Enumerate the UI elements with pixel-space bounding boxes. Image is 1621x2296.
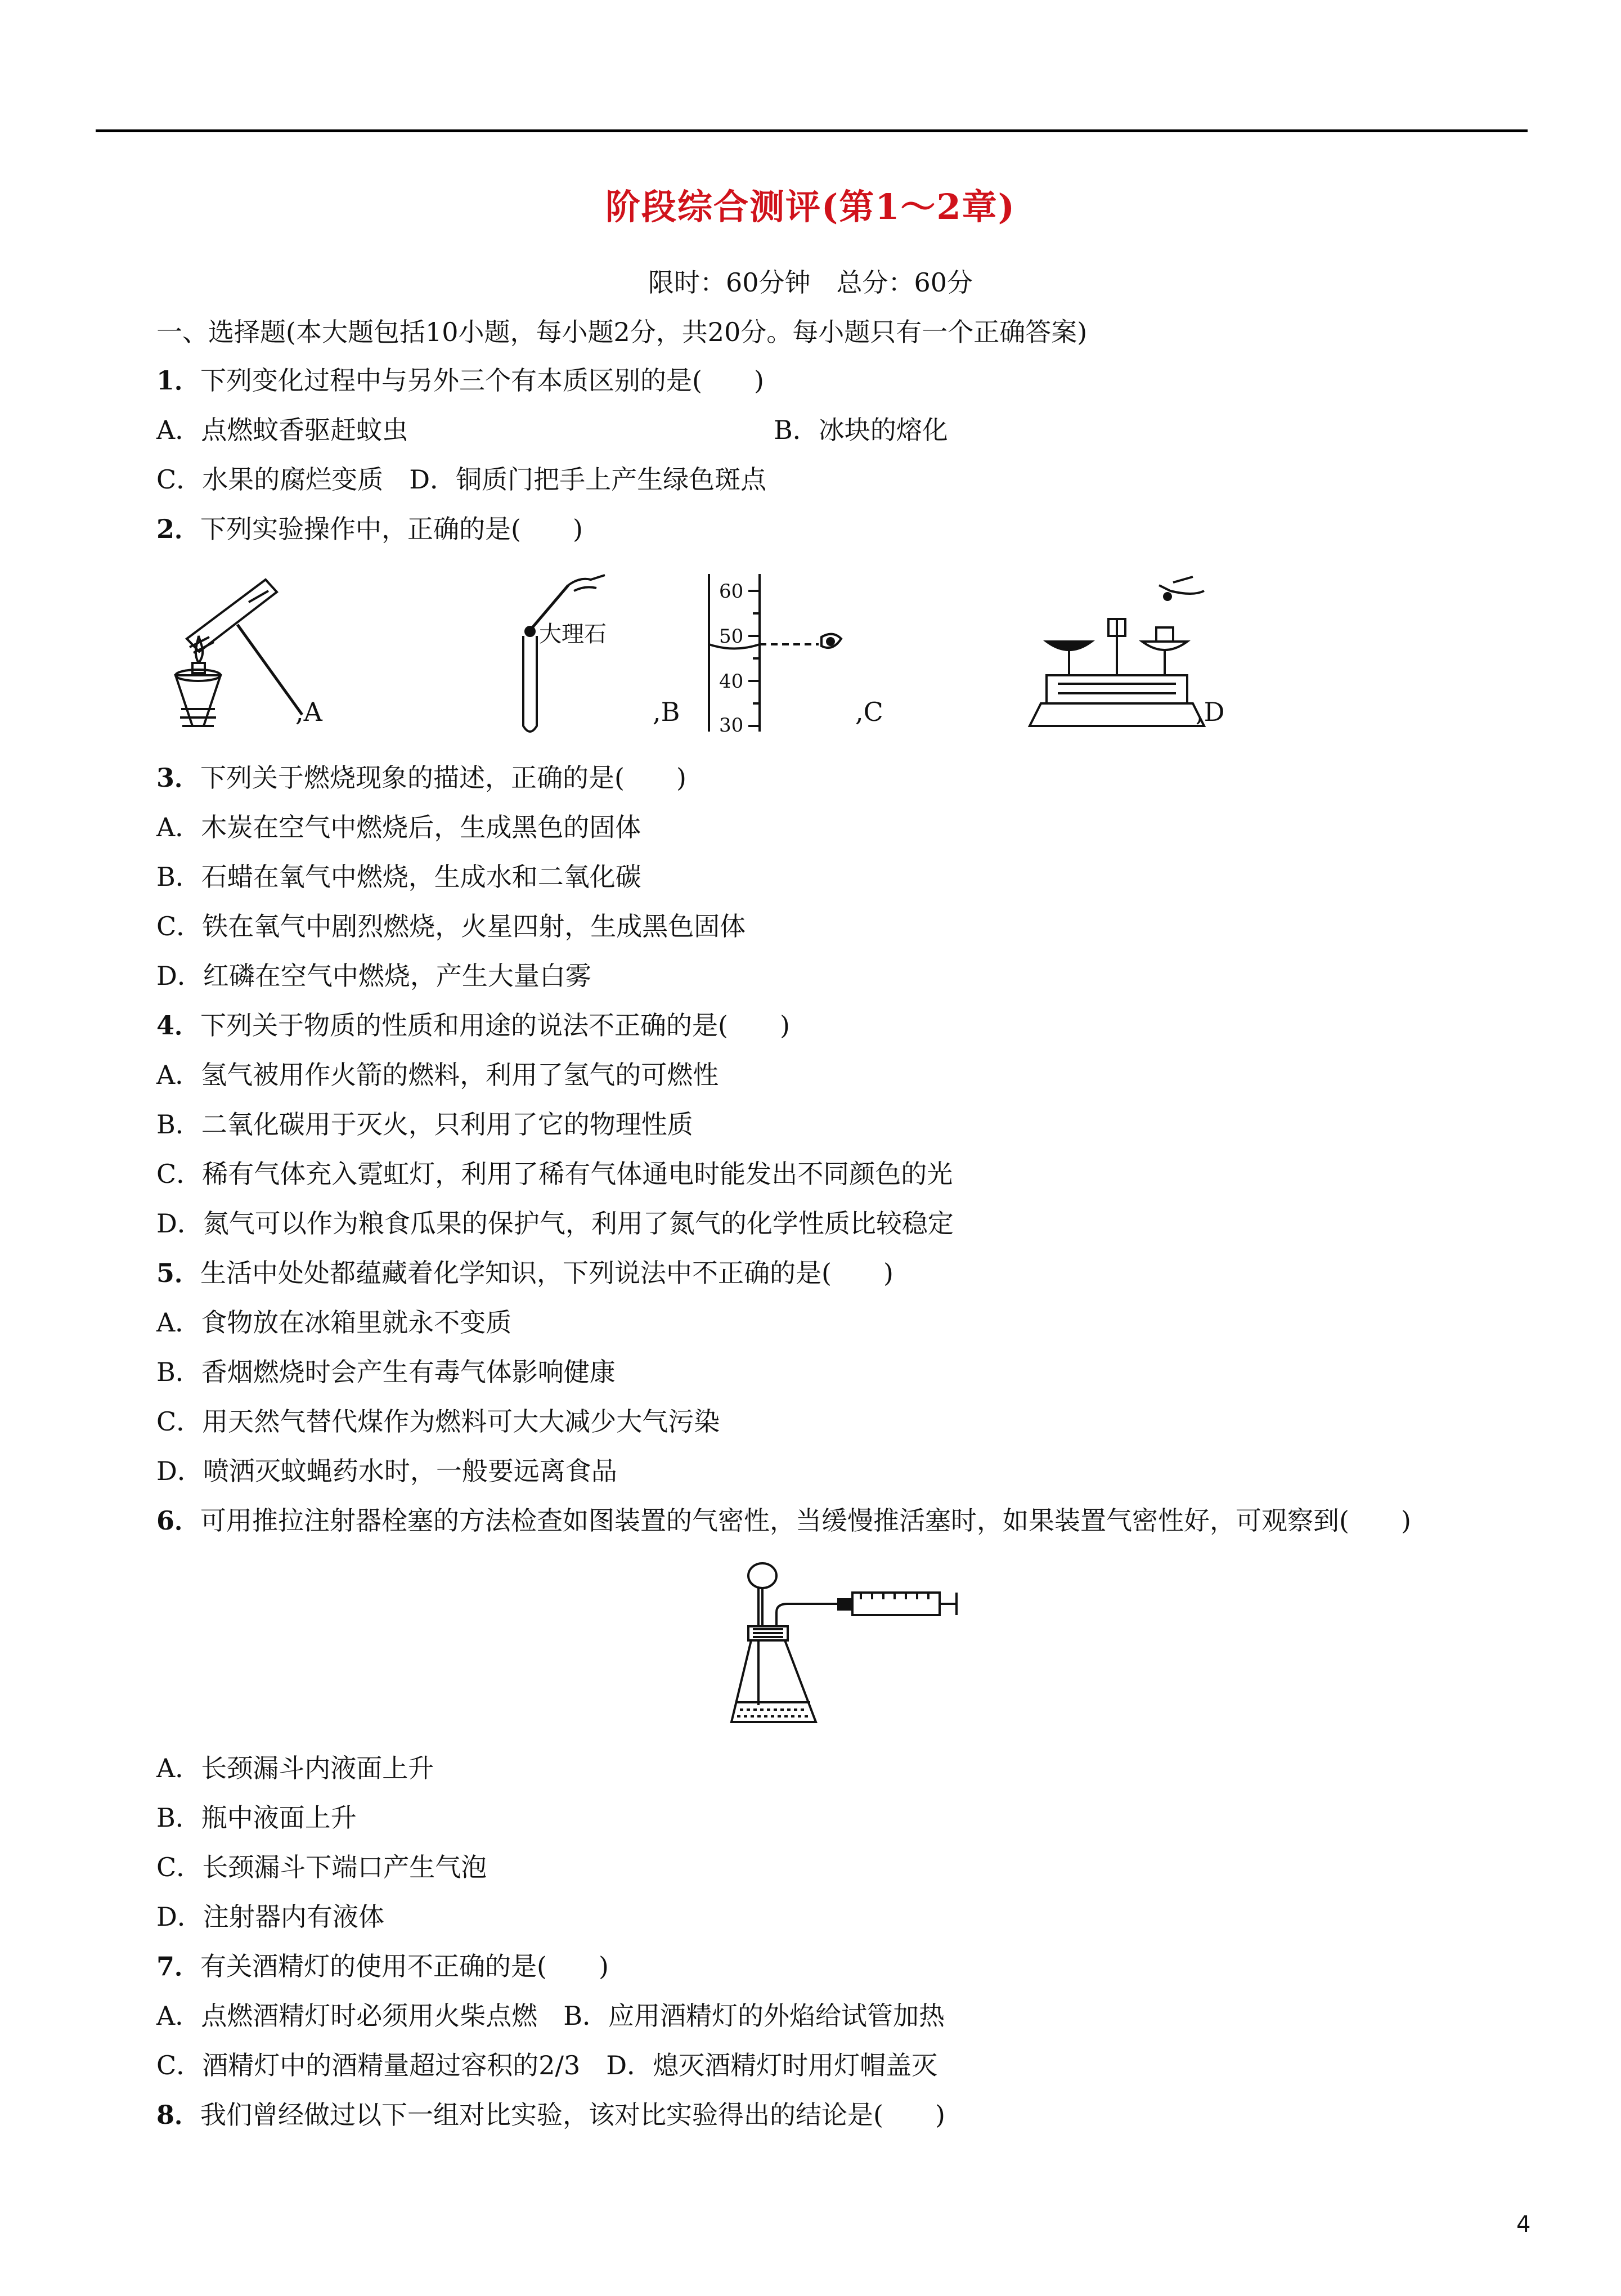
question-number: 2． [156,514,201,544]
question-number: 8． [156,2100,201,2130]
section-heading: 一、选择题(本大题包括10小题，每小题2分，共20分。每小题只有一个正确答案) [156,317,1088,347]
option-1a: A．点燃蚊香驱赶蚊虫 [156,415,408,445]
question-6 [156,1504,1411,1537]
question-stem: 下列变化过程中与另外三个有本质区别的是( ) [200,365,764,396]
option-4d: D．氮气可以作为粮食瓜果的保护气，利用了氮气的化学性质比较稳定 [156,1208,954,1239]
figure-2b-label: ,B [653,697,680,727]
question-stem: 下列实验操作中，正确的是( ) [200,514,583,544]
tick-label: 30 [719,714,744,737]
question-2 [156,512,583,546]
tick-label: 50 [719,625,744,648]
tick-label: 60 [719,580,744,603]
option-6c: C．长颈漏斗下端口产生气泡 [156,1852,487,1882]
marble-label: 大理石 [539,621,607,647]
figure-2c-cylinder-reading [698,568,866,737]
figure-2d-label: ,D [1196,697,1225,727]
figure-2c-label: ,C [855,697,883,727]
question-stem: 可用推拉注射器栓塞的方法检查如图装置的气密性，当缓慢推活塞时，如果装置气密性好，可观察到( ) [200,1505,1411,1536]
question-1 [156,364,764,397]
tick-label: 40 [719,670,744,693]
question-7 [156,1949,609,1983]
option-3c: C．铁在氧气中剧烈燃烧，火星四射，生成黑色固体 [156,911,746,941]
question-stem: 下列关于物质的性质和用途的说法不正确的是( ) [200,1010,790,1041]
question-3 [156,761,686,795]
question-number: 4． [156,1010,201,1041]
question-number: 5． [156,1258,201,1288]
question-number: 3． [156,763,201,793]
question-number: 1． [156,365,201,396]
option-7ab: A．点燃酒精灯时必须用火柴点燃 B．应用酒精灯的外焰给试管加热 [156,2001,945,2031]
page-number: 4 [1516,2212,1531,2237]
question-stem: 生活中处处都蕴藏着化学知识，下列说法中不正确的是( ) [200,1258,893,1288]
option-5b: B．香烟燃烧时会产生有毒气体影响健康 [156,1357,616,1387]
option-3a: A．木炭在空气中燃烧后，生成黑色的固体 [156,812,641,842]
page-title: 阶段综合测评(第1～2章) [605,186,1016,227]
option-6d: D．注射器内有液体 [156,1902,384,1932]
option-7cd: C．酒精灯中的酒精量超过容积的2/3 D．熄灭酒精灯时用灯帽盖灭 [156,2050,938,2080]
option-1cd: C．水果的腐烂变质 D．铜质门把手上产生绿色斑点 [156,464,767,495]
option-6b: B．瓶中液面上升 [156,1802,357,1833]
question-stem: 有关酒精灯的使用不正确的是( ) [200,1951,609,1981]
option-5a: A．食物放在冰箱里就永不变质 [156,1307,512,1338]
question-5 [156,1256,893,1290]
option-5c: C．用天然气替代煤作为燃料可大大减少大气污染 [156,1406,720,1437]
question-stem: 我们曾经做过以下一组对比实验，该对比实验得出的结论是( ) [200,2100,945,2130]
figure-2d-balance [1024,574,1210,732]
option-4a: A．氢气被用作火箭的燃料，利用了氢气的可燃性 [156,1060,719,1090]
option-4b: B．二氧化碳用于灭火，只利用了它的物理性质 [156,1109,693,1140]
question-8 [156,2098,945,2132]
figure-2b-marble-tube [506,568,664,737]
option-4c: C．稀有气体充入霓虹灯，利用了稀有气体通电时能发出不同颜色的光 [156,1159,953,1189]
figure-2a-heating-tube [147,563,316,732]
option-5d: D．喷洒灭蚊蝇药水时，一般要远离食品 [156,1456,617,1486]
figure-2a-label: ,A [295,697,322,727]
figure-6-airtightness-apparatus [726,1559,962,1728]
question-number: 7． [156,1951,201,1981]
header-rule [96,129,1528,132]
question-4 [156,1008,790,1042]
question-stem: 下列关于燃烧现象的描述，正确的是( ) [200,763,686,793]
option-3b: B．石蜡在氧气中燃烧，生成水和二氧化碳 [156,862,641,892]
option-3d: D．红磷在空气中燃烧，产生大量白雾 [156,961,591,991]
time-score-info: 限时：60分钟 总分：60分 [648,267,973,298]
option-1b: B．冰块的熔化 [774,415,948,445]
question-number: 6． [156,1505,201,1536]
option-6a: A．长颈漏斗内液面上升 [156,1753,434,1783]
